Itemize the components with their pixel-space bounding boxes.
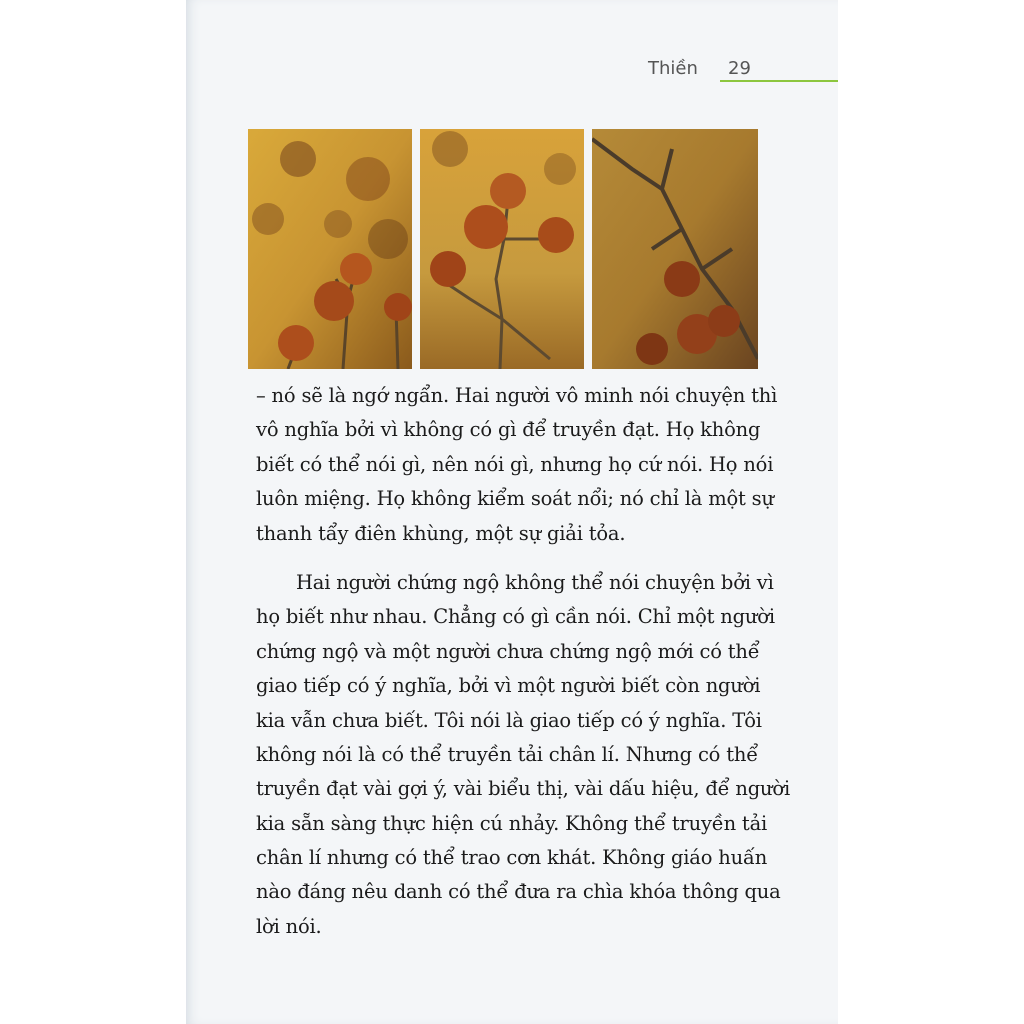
header-rule — [720, 80, 838, 82]
text-line: họ biết như nhau. Chẳng có gì cần nói. Chỉ một người — [256, 605, 775, 629]
thistle-photo-1 — [248, 129, 412, 369]
text-line: Hai người chứng ngộ không thể nói chuyện bởi vì — [296, 570, 774, 594]
text-line: luôn miệng. Họ không kiểm soát nổi; nó chỉ là một sự — [256, 487, 774, 511]
text-line: không nói là có thể truyền tải chân lí. Nhưng có thể — [256, 742, 758, 766]
text-line: truyền đạt vài gợi ý, vài biểu thị, vài dấu hiệu, để người — [256, 777, 790, 801]
thistle-photo-2 — [420, 129, 584, 369]
text-line: thanh tẩy điên khùng, một sự giải tỏa. — [256, 521, 626, 545]
text-line: giao tiếp có ý nghĩa, bởi vì một người biết còn người — [256, 674, 761, 698]
page-number: 29 — [728, 58, 751, 79]
body-text — [256, 379, 790, 944]
text-line: – nó sẽ là ngớ ngẩn. Hai người vô minh nói chuyện thì — [256, 384, 778, 407]
paragraph — [256, 379, 778, 551]
text-line: chân lí nhưng có thể trao cơn khát. Không giáo huấn — [256, 846, 768, 870]
text-line: kia sẵn sàng thực hiện cú nhảy. Không thể truyền tải — [256, 811, 768, 835]
text-line: vô nghĩa bởi vì không có gì để truyền đạt. Họ không — [256, 418, 761, 442]
text-line: kia vẫn chưa biết. Tôi nói là giao tiếp có ý nghĩa. Tôi — [256, 708, 762, 732]
photo-strip — [248, 129, 758, 369]
text-line: nào đáng nêu danh có thể đưa ra chìa khóa thông qua — [256, 880, 781, 904]
thistle-photo-3 — [592, 129, 758, 369]
text-line: chứng ngộ và một người chưa chứng ngộ mới có thể — [256, 639, 760, 663]
section-title: Thiền — [648, 58, 698, 79]
text-line: lời nói. — [256, 914, 322, 938]
text-line: biết có thể nói gì, nên nói gì, nhưng họ cứ nói. Họ nói — [256, 452, 774, 476]
paragraph — [256, 566, 790, 944]
